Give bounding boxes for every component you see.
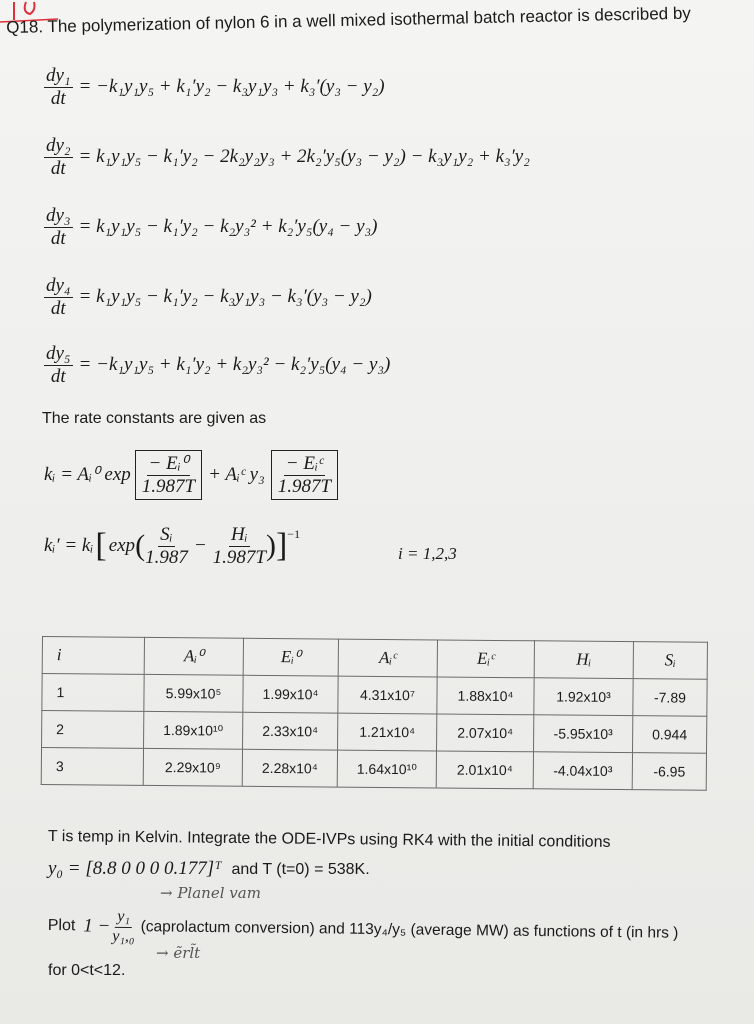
table-cell: -6.95 [632, 753, 706, 791]
table-header-cell: Eᵢᶜ [437, 640, 534, 678]
table-cell: 2.33x10⁴ [243, 712, 338, 750]
equation-1: $\frac{\text{dy₁}}{dt}$ = −k₁y₁y₅ + k₁′y₂ − k₃y₁y₃ + k₃′(y₃ − y₂) [46, 65, 385, 109]
table-cell: 1.21x10⁴ [338, 713, 437, 751]
initial-conditions: y₀ = [8.8 0 0 0 0.177]ᵀ and T (t=0) = 538K. [48, 858, 370, 879]
question-text: Q18. The polymerization of nylon 6 in a well mixed isothermal batch reactor is described by [6, 3, 691, 37]
handwritten-note-2: → ẽrl̃t [156, 944, 201, 962]
equation-4: $\frac{\text{dy₄}}{dt}$ = k₁y₁y₅ − k₁′y₂ − k₃y₁y₃ − k₃′(y₃ − y₂) [46, 275, 372, 319]
table-header-cell: Eᵢ⁰ [243, 638, 338, 676]
table-cell: 1.88x10⁴ [437, 677, 534, 715]
table-cell: 2.28x10⁴ [242, 749, 337, 787]
table-cell: -7.89 [633, 679, 707, 717]
table-cell: 1.64x10¹⁰ [337, 750, 436, 788]
table-header-cell: Hᵢ [534, 641, 633, 679]
table-cell: -4.04x10³ [533, 752, 632, 790]
handwritten-note-1: → Planel vam [160, 884, 261, 902]
table-cell: 1.89x10¹⁰ [144, 711, 243, 749]
equation-5: $\frac{\text{dy₅}}{dt}$ = −k₁y₁y₅ + k₁′y₂ + k₂y₃² − k₂′y₅(y₄ − y₃) [46, 343, 391, 387]
table-header-cell: Aᵢ⁰ [144, 637, 243, 675]
table-header-cell: Aᵢᶜ [338, 639, 437, 677]
table-cell: 2.07x10⁴ [437, 714, 534, 752]
table-header-cell: i [42, 637, 144, 675]
rate-formula-ki: kᵢ = Aᵢ⁰ exp $\frac{\text{− Eᵢ⁰}}{1.987T}$ + Aᵢᶜ y₃ $\frac{\text{− Eᵢᶜ}}{1.987T}$ [44, 450, 338, 500]
equation-2: $\frac{\text{dy₂}}{dt}$ = k₁y₁y₅ − k₁′y₂ − 2k₂y₂y₃ + 2k₂′y₅(y₃ − y₂) − k₃y₁y₂ + k₃′y₂ [46, 135, 530, 179]
table-cell: 1 [42, 674, 144, 712]
table-cell: 5.99x10⁵ [144, 674, 243, 712]
table-cell: 4.31x10⁷ [338, 676, 437, 714]
index-note: i = 1,2,3 [398, 544, 457, 563]
table-cell: 2 [42, 711, 144, 749]
table-row [42, 711, 707, 754]
rate-formula-ki-prime: kᵢ′ = kᵢ [ exp ( $\frac{\text{Sᵢ}}{1.987}$ − $\frac{\text{Hᵢ}}{1.987T}$ ) ] $^{-1}$ [44, 524, 301, 568]
table-cell: 2.29x10⁹ [143, 748, 242, 786]
table-cell: 1.92x10³ [534, 678, 633, 716]
table-cell: 1.99x10⁴ [243, 675, 338, 713]
table-row [41, 748, 706, 791]
table-header-row [42, 637, 707, 680]
table-cell: -5.95x10³ [534, 715, 633, 753]
table-cell: 3 [41, 748, 143, 786]
table-header-cell: Sᵢ [633, 642, 707, 680]
table-cell: 2.01x10⁴ [436, 751, 533, 789]
table-row [42, 674, 707, 717]
rate-parameter-table [41, 636, 708, 791]
temperature-note: T is temp in Kelvin. Integrate the ODE-IVPs using RK4 with the initial conditions [47, 828, 611, 851]
equation-3: $\frac{\text{dy₃}}{dt}$ = k₁y₁y₅ − k₁′y₂ − k₂y₃² + k₂′y₅(y₄ − y₃) [46, 205, 378, 249]
plot-instruction: Plot 1 − $\frac{\text{y₁}}{\text{y₁,₀}}$ (caprolactum conversion) and 113y₄/y₅ (average MW) as functions of t (in hrs ) [47, 907, 679, 945]
rate-constants-label: The rate constants are given as [42, 410, 267, 427]
plot-range: for 0<t<12. [48, 962, 126, 979]
table-cell: 0.944 [633, 716, 707, 754]
